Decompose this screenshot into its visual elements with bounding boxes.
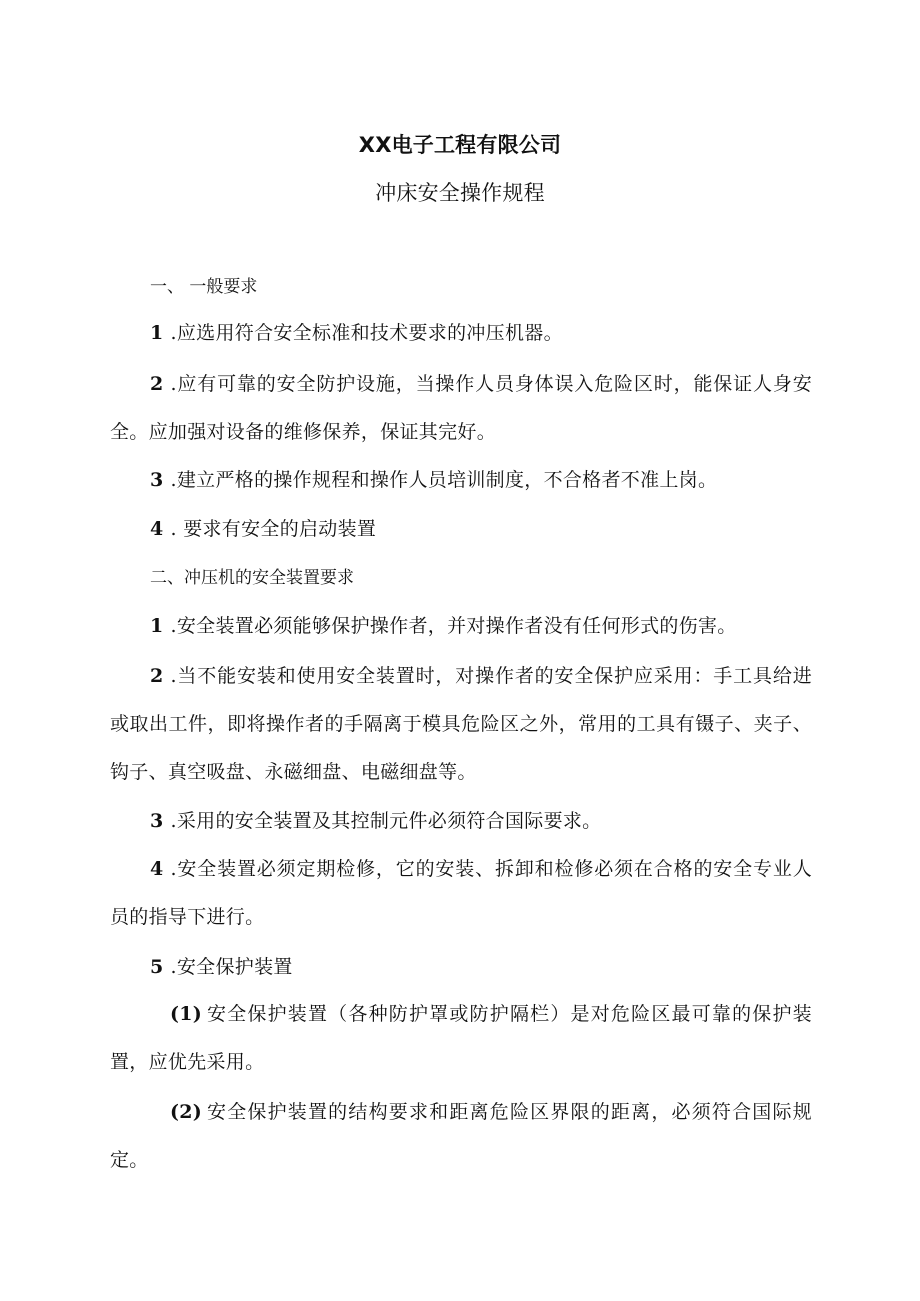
item-number: 4 bbox=[150, 518, 164, 540]
subitem-text: 安全保护装置的结构要求和距离危险区界限的距离，必须符合国际规定。 bbox=[110, 1101, 812, 1171]
subitem-text: 安全保护装置（各种防护罩或防护隔栏）是对危险区最可靠的保护装置，应优先采用。 bbox=[110, 1003, 812, 1073]
paragraph-item bbox=[110, 797, 812, 845]
subitem-number: (2) bbox=[170, 1101, 203, 1123]
item-text: .当不能安装和使用安全装置时，对操作者的安全保护应采用：手工具给进或取出工件，即将操作者的手隔离于模具危险区之外，常用的工具有镊子、夹子、钩子、真空吸盘、永磁细盘、电磁细盘等。 bbox=[110, 665, 812, 783]
item-text: .建立严格的操作规程和操作人员培训制度，不合格者不准上岗。 bbox=[170, 469, 718, 491]
item-number: 2 bbox=[150, 665, 164, 687]
document-title: 冲床安全操作规程 bbox=[375, 181, 545, 205]
paragraph-item bbox=[110, 360, 812, 456]
paragraph-subitem bbox=[110, 1088, 812, 1184]
item-text: .安全保护装置 bbox=[170, 956, 293, 978]
paragraph-item bbox=[110, 602, 812, 650]
item-number: 1 bbox=[150, 615, 164, 637]
paragraph-item bbox=[110, 652, 812, 796]
paragraph-item bbox=[110, 845, 812, 941]
item-text: .应选用符合安全标准和技术要求的冲压机器。 bbox=[170, 322, 563, 344]
paragraph-item bbox=[110, 943, 812, 991]
item-number: 1 bbox=[150, 322, 164, 344]
item-text: .采用的安全装置及其控制元件必须符合国际要求。 bbox=[170, 810, 602, 832]
item-number: 4 bbox=[150, 858, 164, 880]
section-heading-safety-devices: 二、冲压机的安全装置要求 bbox=[150, 568, 354, 588]
paragraph-item bbox=[110, 505, 812, 553]
item-text: . 要求有安全的启动装置 bbox=[170, 518, 377, 540]
paragraph-item bbox=[110, 309, 812, 357]
company-name: XX电子工程有限公司 bbox=[358, 133, 562, 157]
item-number: 5 bbox=[150, 956, 164, 978]
section-heading-general: 一、 一般要求 bbox=[150, 277, 258, 297]
item-number: 3 bbox=[150, 469, 164, 491]
subitem-number: (1) bbox=[170, 1003, 203, 1025]
item-text: .安全装置必须能够保护操作者，并对操作者没有任何形式的伤害。 bbox=[170, 615, 737, 637]
item-number: 2 bbox=[150, 373, 164, 395]
paragraph-subitem bbox=[110, 990, 812, 1086]
item-text: .应有可靠的安全防护设施，当操作人员身体误入危险区时，能保证人身安全。应加强对设备的维修保养，保证其完好。 bbox=[110, 373, 812, 443]
paragraph-item bbox=[110, 456, 812, 504]
item-text: .安全装置必须定期检修，它的安装、拆卸和检修必须在合格的安全专业人员的指导下进行。 bbox=[110, 858, 812, 928]
item-number: 3 bbox=[150, 810, 164, 832]
